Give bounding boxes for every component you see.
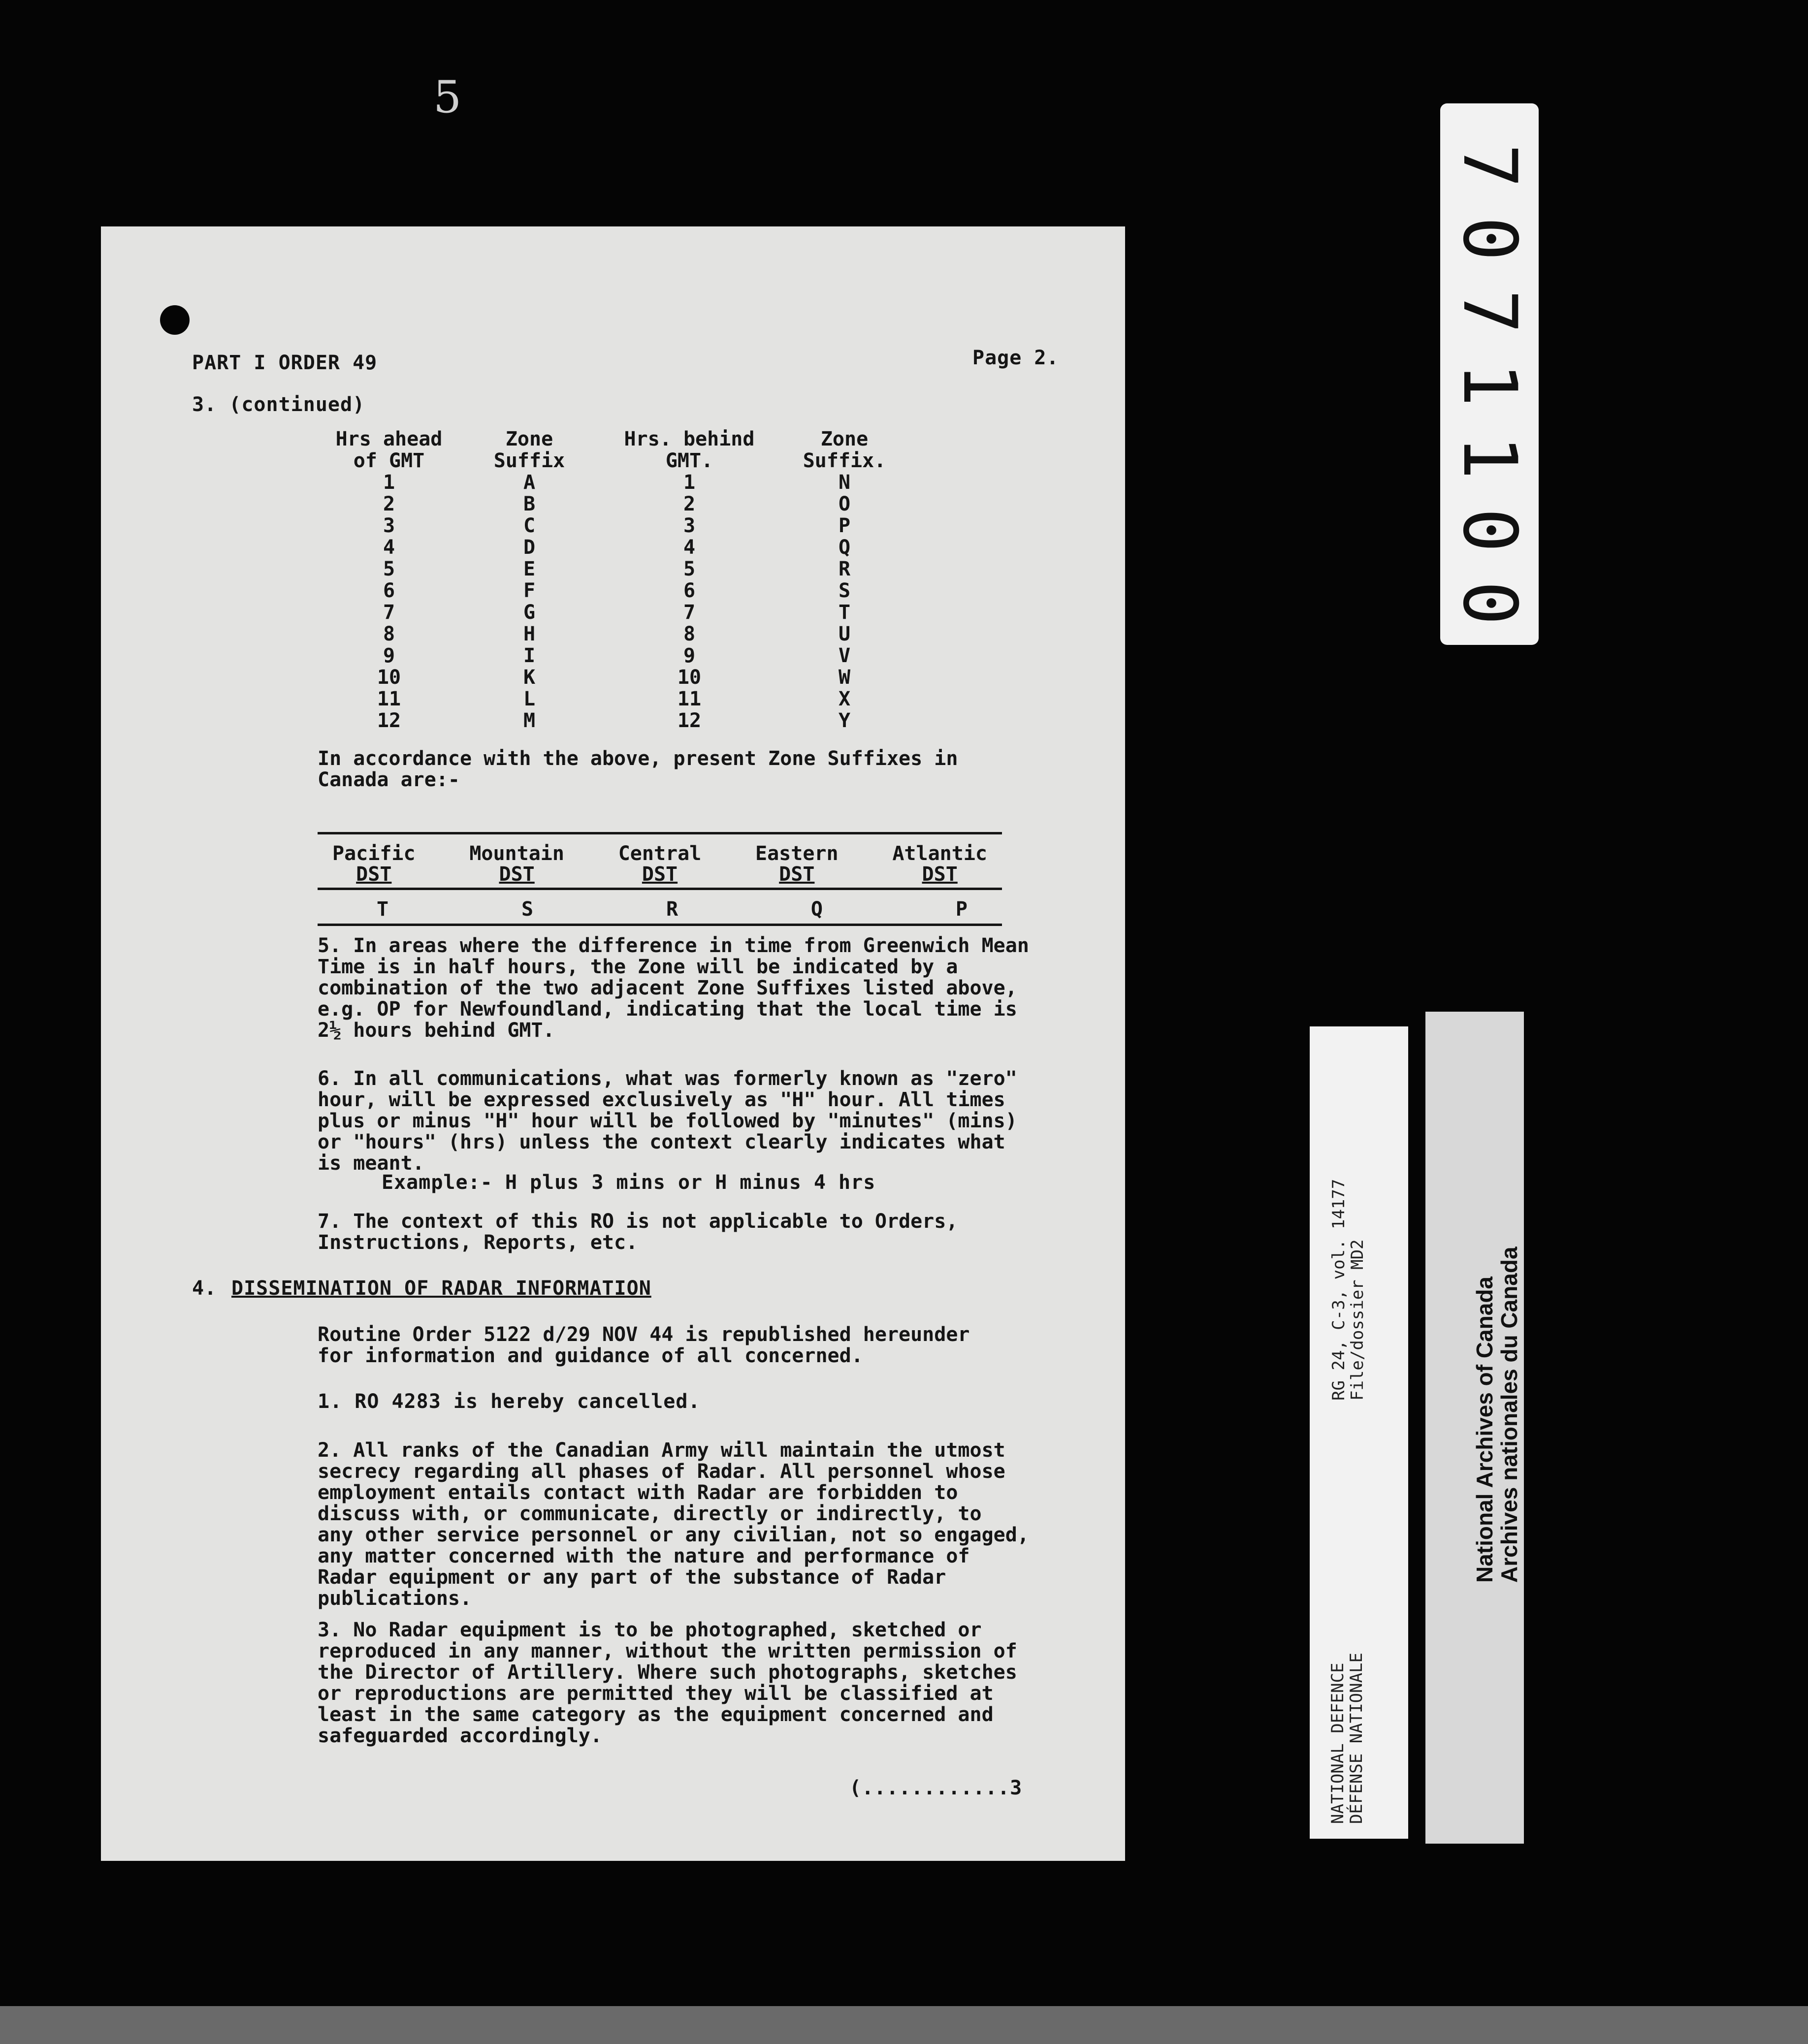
dst-zone-name: Mountain: [469, 842, 564, 865]
zone-header: Zone Suffix: [493, 428, 565, 472]
dst-label: DST: [356, 863, 392, 886]
paragraph-5: 5. In areas where the difference in time from Greenwich Mean Time is in half hours, the Zone will be indicated by a combination of the two adjacent Zone Suffixes listed above, e.g. OP for Newfoundland, indicating that the local time is 2½ hours behind GMT.: [318, 934, 1029, 1042]
zone-cell: 9: [683, 644, 696, 667]
zone-cell: K: [523, 666, 536, 689]
file-reference: [1329, 1179, 1367, 1401]
table-rule-bottom: [318, 924, 1002, 926]
zone-header: Hrs. behind GMT.: [624, 428, 755, 472]
zone-cell: 10: [677, 666, 702, 689]
dst-zone-header: [618, 843, 702, 885]
dst-values-row: [318, 890, 1002, 924]
zone-suffix-intro: In accordance with the above, present Zone Suffixes in Canada are:-: [318, 747, 958, 791]
zone-cell: 9: [383, 644, 395, 667]
department-en: NATIONAL DEFENCE: [1328, 1662, 1348, 1824]
stamp-digit: 0: [1447, 580, 1532, 626]
zone-header: Hrs ahead of GMT: [335, 428, 443, 472]
department-fr: DÉFENSE NATIONALE: [1347, 1653, 1366, 1824]
archives-name-fr: Archives nationales du Canada: [1496, 1246, 1522, 1583]
zone-values: [785, 472, 904, 732]
zone-cell: 7: [683, 601, 696, 624]
stamp-digit: 1: [1447, 435, 1532, 480]
example-line: Example:- H plus 3 mins or H minus 4 hrs: [382, 1171, 876, 1194]
section-3-heading: 3. (continued): [192, 393, 365, 416]
file-reference-line1: RG 24, C-3, vol. 14177: [1329, 1179, 1349, 1401]
section-4-number: 4.: [192, 1277, 217, 1300]
dst-zone-name: Central: [618, 842, 702, 865]
archives-canada-label: [1425, 1012, 1524, 1844]
dst-zone-name: Atlantic: [892, 842, 987, 865]
document-page: [101, 226, 1125, 1861]
dst-table: [318, 832, 1002, 926]
zone-cell: H: [523, 623, 536, 645]
dst-zone-header: [892, 843, 987, 885]
zone-cell: F: [523, 579, 536, 602]
dst-zone-header: [755, 843, 839, 885]
zone-cell: V: [838, 644, 851, 667]
zone-cell: G: [523, 601, 536, 624]
zone-header: Zone Suffix.: [803, 428, 886, 472]
scanner-bottom-band: [0, 2006, 1808, 2044]
paragraph-6: 6. In all communications, what was formerly known as "zero" hour, will be expressed exclusively as "H" hour. All times plus or minus "H" hour will be followed by "minutes" (mins) or "hours" (hrs) unless the context clearly indicates what is meant.: [318, 1067, 1017, 1175]
zone-col-hrs-behind: [611, 428, 768, 732]
zone-col-ahead-suffix: [480, 428, 579, 732]
zone-values: [611, 472, 768, 732]
zone-cell: 11: [677, 688, 702, 710]
zone-cell: Q: [838, 536, 851, 559]
dst-suffix: Q: [810, 898, 823, 921]
archive-reference-label: [1310, 1026, 1408, 1839]
zone-cell: S: [838, 579, 851, 602]
stamp-digit: 1: [1447, 362, 1532, 407]
dst-suffix: P: [955, 898, 968, 921]
zone-cell: 6: [383, 579, 395, 602]
department-name: [1328, 1653, 1366, 1824]
paragraph-7: 7. The context of this RO is not applicable to Orders, Instructions, Reports, etc.: [318, 1210, 958, 1254]
zone-col-hrs-ahead: [325, 428, 453, 732]
radar-para-3: 3. No Radar equipment is to be photographed, sketched or reproduced in any manner, without the written permission of the Director of Artillery. Where such photographs, sketches or reproductions are permitted they will be classified at least in the same category as the equipment concerned and safeguarded accordingly.: [318, 1619, 1017, 1747]
zone-cell: 2: [383, 493, 395, 515]
zone-cell: 8: [383, 623, 395, 645]
dst-label: DST: [922, 863, 958, 886]
dst-suffix: T: [377, 898, 389, 921]
handwritten-mark: 5: [433, 71, 462, 123]
radar-para-2: 2. All ranks of the Canadian Army will maintain the utmost secrecy regarding all phases of Radar. All personnel whose employment entails contact with Radar are forbidden to discuss with, or communicate, directly or indirectly, to any other service personnel or any civilian, not so engaged, any matter concerned with the nature and performance of Radar equipment or any part of the substance of Radar publications.: [318, 1439, 1029, 1610]
dst-label: DST: [779, 863, 815, 886]
zone-cell: A: [523, 471, 536, 494]
radar-para-1: 1. RO 4283 is hereby cancelled.: [318, 1390, 701, 1413]
zone-cell: 1: [383, 471, 395, 494]
zone-cell: 3: [383, 514, 395, 537]
zone-cell: W: [838, 666, 851, 689]
zone-cell: 1: [683, 471, 696, 494]
continuation-mark: (............3: [849, 1777, 1023, 1799]
dst-label: DST: [499, 863, 535, 886]
dst-header-row: [318, 834, 1002, 888]
stamp-digit: 7: [1447, 143, 1532, 189]
archive-stamp-number: [1440, 103, 1539, 645]
order-header: PART I ORDER 49: [192, 351, 378, 374]
zone-cell: X: [838, 688, 851, 710]
zone-cell: O: [838, 493, 851, 515]
section-4-title: DISSEMINATION OF RADAR INFORMATION: [231, 1277, 651, 1300]
zone-cell: 12: [677, 709, 702, 732]
zone-cell: C: [523, 514, 536, 537]
dst-zone-header: [332, 843, 416, 885]
stamp-digit: 7: [1447, 289, 1532, 334]
archives-name-en: National Archives of Canada: [1472, 1276, 1497, 1583]
zone-col-behind-suffix: [785, 428, 904, 732]
dst-suffix: R: [666, 898, 678, 921]
zone-cell: Y: [838, 709, 851, 732]
zone-cell: M: [523, 709, 536, 732]
dst-suffix: S: [521, 898, 534, 921]
zone-cell: 4: [683, 536, 696, 559]
zone-values: [325, 472, 453, 732]
dst-zone-header: [469, 843, 564, 885]
zone-cell: 5: [683, 558, 696, 580]
dst-label: DST: [642, 863, 678, 886]
file-reference-line2: File/dossier MD2: [1348, 1239, 1367, 1401]
zone-cell: L: [523, 688, 536, 710]
zone-cell: 10: [377, 666, 401, 689]
zone-cell: R: [838, 558, 851, 580]
zone-cell: U: [838, 623, 851, 645]
stamp-digit: 0: [1447, 216, 1532, 261]
zone-cell: E: [523, 558, 536, 580]
zone-cell: T: [838, 601, 851, 624]
zone-cell: N: [838, 471, 851, 494]
zone-cell: I: [523, 644, 536, 667]
stamp-digit: 0: [1447, 508, 1532, 553]
dst-zone-name: Eastern: [755, 842, 839, 865]
zone-cell: 11: [377, 688, 401, 710]
zone-cell: 8: [683, 623, 696, 645]
zone-cell: 12: [377, 709, 401, 732]
dst-zone-name: Pacific: [332, 842, 416, 865]
zone-cell: 3: [683, 514, 696, 537]
punch-hole: [160, 305, 190, 335]
zone-cell: B: [523, 493, 536, 515]
zone-cell: D: [523, 536, 536, 559]
zone-cell: 5: [383, 558, 395, 580]
zone-cell: P: [838, 514, 851, 537]
zone-cell: 7: [383, 601, 395, 624]
zone-cell: 4: [383, 536, 395, 559]
zone-cell: 6: [683, 579, 696, 602]
routine-order-intro: Routine Order 5122 d/29 NOV 44 is republished hereunder for information and guidance of all concerned.: [318, 1323, 970, 1367]
zone-cell: 2: [683, 493, 696, 515]
zone-values: [480, 472, 579, 732]
archives-name: [1472, 1246, 1521, 1583]
page-number: Page 2.: [972, 347, 1059, 369]
